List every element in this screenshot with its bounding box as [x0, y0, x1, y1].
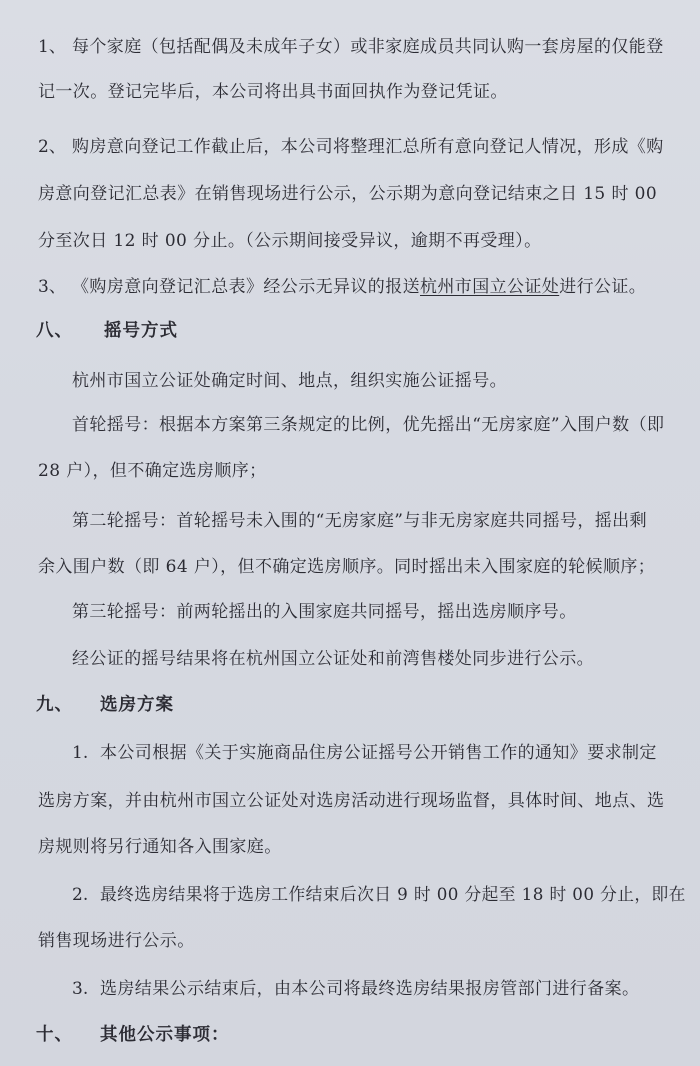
paragraph-line: 余入围户数（即 64 户），但不确定选房顺序。同时摇出未入围家庭的轮候顺序； — [38, 557, 656, 577]
section-number: 九、 — [36, 695, 73, 715]
item-text-line: 分至次日 12 时 00 分止。（公示期间接受异议，逾期不再受理）。 — [38, 231, 542, 251]
item-text-line: 最终选房结果将于选房工作结束后次日 9 时 00 分起至 18 时 00 分止，即在 — [100, 885, 686, 905]
item-number: 1、 — [38, 37, 66, 57]
item-number: 3. — [72, 979, 89, 999]
paragraph-line: 经公证的摇号结果将在杭州国立公证处和前湾售楼处同步进行公示。 — [72, 649, 594, 669]
item-text-line: 房意向登记汇总表》在销售现场进行公示，公示期为意向登记结束之日 15 时 00 — [38, 184, 658, 204]
paragraph-line: 第三轮摇号：前两轮摇出的入围家庭共同摇号，摇出选房顺序号。 — [72, 602, 577, 622]
item-number: 1. — [72, 743, 89, 763]
notary-office-underlined: 杭州市国立公证处 — [420, 277, 560, 297]
item-number: 2. — [72, 885, 89, 905]
item-text-line: 选房方案，并由杭州市国立公证处对选房活动进行现场监督，具体时间、地点、选 — [38, 791, 665, 811]
paragraph-line: 28 户），但不确定选房顺序； — [38, 461, 267, 481]
paragraph-line: 第二轮摇号：首轮摇号未入围的“无房家庭”与非无房家庭共同摇号，摇出剩 — [72, 511, 647, 531]
section-number: 八、 — [36, 321, 73, 341]
item-text-line: 房规则将另行通知各入围家庭。 — [38, 837, 282, 857]
section-number: 十、 — [36, 1025, 73, 1045]
paragraph-line: 首轮摇号：根据本方案第三条规定的比例，优先摇出“无房家庭”入围户数（即 — [72, 415, 665, 435]
item-number: 3、 — [38, 277, 66, 297]
item-text-line: 记一次。登记完毕后，本公司将出具书面回执作为登记凭证。 — [38, 82, 508, 102]
item-text-line: 销售现场进行公示。 — [38, 931, 195, 951]
section-title: 选房方案 — [100, 695, 174, 715]
item-number: 2、 — [38, 137, 66, 157]
item-text-line: 每个家庭（包括配偶及未成年子女）或非家庭成员共同认购一套房屋的仅能登 — [72, 37, 664, 57]
section-title: 其他公示事项： — [100, 1025, 230, 1045]
item-text-line: 本公司根据《关于实施商品住房公证摇号公开销售工作的通知》要求制定 — [100, 743, 657, 763]
item-text-line: 购房意向登记工作截止后，本公司将整理汇总所有意向登记人情况，形成《购 — [72, 137, 664, 157]
item-text-line: 选房结果公示结束后，由本公司将最终选房结果报房管部门进行备案。 — [100, 979, 640, 999]
item-text-pre: 《购房意向登记汇总表》经公示无异议的报送 — [72, 277, 420, 297]
item-text-line — [72, 276, 646, 298]
section-title: 摇号方式 — [104, 321, 178, 341]
item-text-post: 进行公证。 — [559, 277, 647, 297]
paragraph-line: 杭州市国立公证处确定时间、地点，组织实施公证摇号。 — [72, 371, 507, 391]
